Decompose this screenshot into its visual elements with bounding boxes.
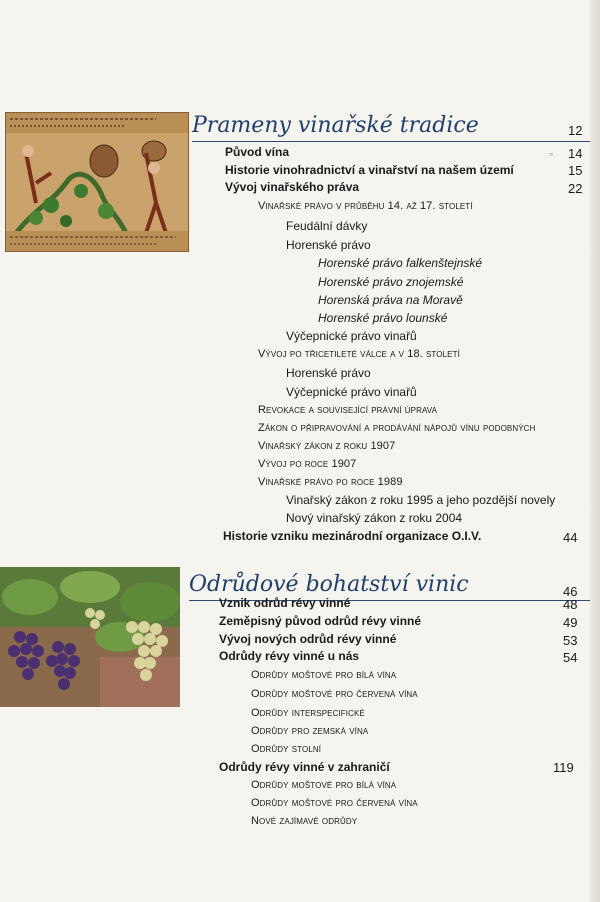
manuscript-illustration	[5, 112, 189, 252]
section-title-prameny: Prameny vinařské tradice	[192, 113, 479, 138]
toc-subitem: Odrůdy moštové pro červená vína	[251, 688, 418, 700]
toc-subitem: Výčepnické právo vinařů	[286, 329, 417, 343]
toc-item: Původ vína	[225, 145, 290, 159]
toc-page-number: 48	[563, 597, 578, 612]
toc-subitem: Vinařský zákon z roku 1907	[258, 440, 396, 452]
toc-subitem: Odrůdy moštové pro červená vína	[251, 797, 418, 809]
toc-subitem: Vinařský zákon z roku 1995 a jeho pozdější novely	[286, 493, 556, 507]
toc-page-number: 14	[568, 146, 583, 161]
toc-item: Historie vinohradnictví a vinařství na našem území	[225, 163, 514, 177]
toc-page-number: 119	[553, 760, 574, 775]
section-page-odrudove: 46	[563, 584, 578, 599]
toc-page-number: 49	[563, 615, 578, 630]
toc-subitem: Horenské právo lounské	[318, 311, 448, 325]
grapes-photo	[0, 567, 180, 707]
toc-page-number: 54	[563, 650, 578, 665]
toc-subitem: Vývoj po roce 1907	[258, 458, 357, 470]
toc-subitem: Feudální dávky	[286, 219, 368, 233]
toc-subitem: Vinařské právo v průběhu 14. až 17. století	[258, 200, 473, 212]
toc-page-number: 22	[568, 181, 583, 196]
toc-subitem: Horenské právo falkenštejnské	[318, 256, 483, 270]
toc-page-number: 53	[563, 633, 578, 648]
toc-item: Zeměpisný původ odrůd révy vinné	[219, 614, 422, 628]
toc-item: Odrůdy révy vinné u nás	[219, 649, 360, 663]
toc-subitem: Horenské právo	[286, 366, 371, 380]
section-rule	[192, 141, 590, 142]
toc-item: Historie vzniku mezinárodní organizace O.I.V.	[223, 529, 482, 543]
section-page-prameny: 12	[568, 123, 583, 138]
toc-page-number: 15	[568, 163, 583, 178]
toc-subitem: Odrůdy moštové pro bílá vína	[251, 779, 397, 791]
toc-subitem: Odrůdy moštové pro bílá vína	[251, 669, 397, 681]
toc-subitem: Revokace a související právní úprava	[258, 404, 438, 416]
toc-item: Vznik odrůd révy vinné	[219, 596, 351, 610]
toc-subitem: Nové zajímavé odrůdy	[251, 815, 358, 827]
bullet-mark: ≈	[549, 150, 554, 159]
toc-subitem: Horenské právo	[286, 238, 371, 252]
toc-subitem: Vývoj po třicetileté válce a v 18. století	[258, 348, 460, 360]
toc-subitem: Výčepnické právo vinařů	[286, 385, 417, 399]
toc-subitem: Odrůdy pro zemská vína	[251, 725, 369, 737]
toc-subitem: Odrůdy stolní	[251, 743, 322, 755]
toc-item: Vývoj vinařského práva	[225, 180, 360, 194]
toc-subitem: Horenská práva na Moravě	[318, 293, 463, 307]
toc-subitem: Zákon o připravování a prodávání nápojů vínu podobných	[258, 422, 536, 434]
section-title-odrudove: Odrůdové bohatství vinic	[189, 572, 469, 597]
toc-subitem: Horenské právo znojemské	[318, 275, 464, 289]
toc-subitem: Odrůdy interspecifické	[251, 707, 365, 719]
toc-subitem: Vinařské právo po roce 1989	[258, 476, 403, 488]
toc-item: Vývoj nových odrůd révy vinné	[219, 632, 397, 646]
page-edge	[590, 0, 600, 902]
toc-item: Odrůdy révy vinné v zahraničí	[219, 760, 390, 774]
toc-subitem: Nový vinařský zákon z roku 2004	[286, 511, 463, 525]
toc-page-number: 44	[563, 530, 578, 545]
